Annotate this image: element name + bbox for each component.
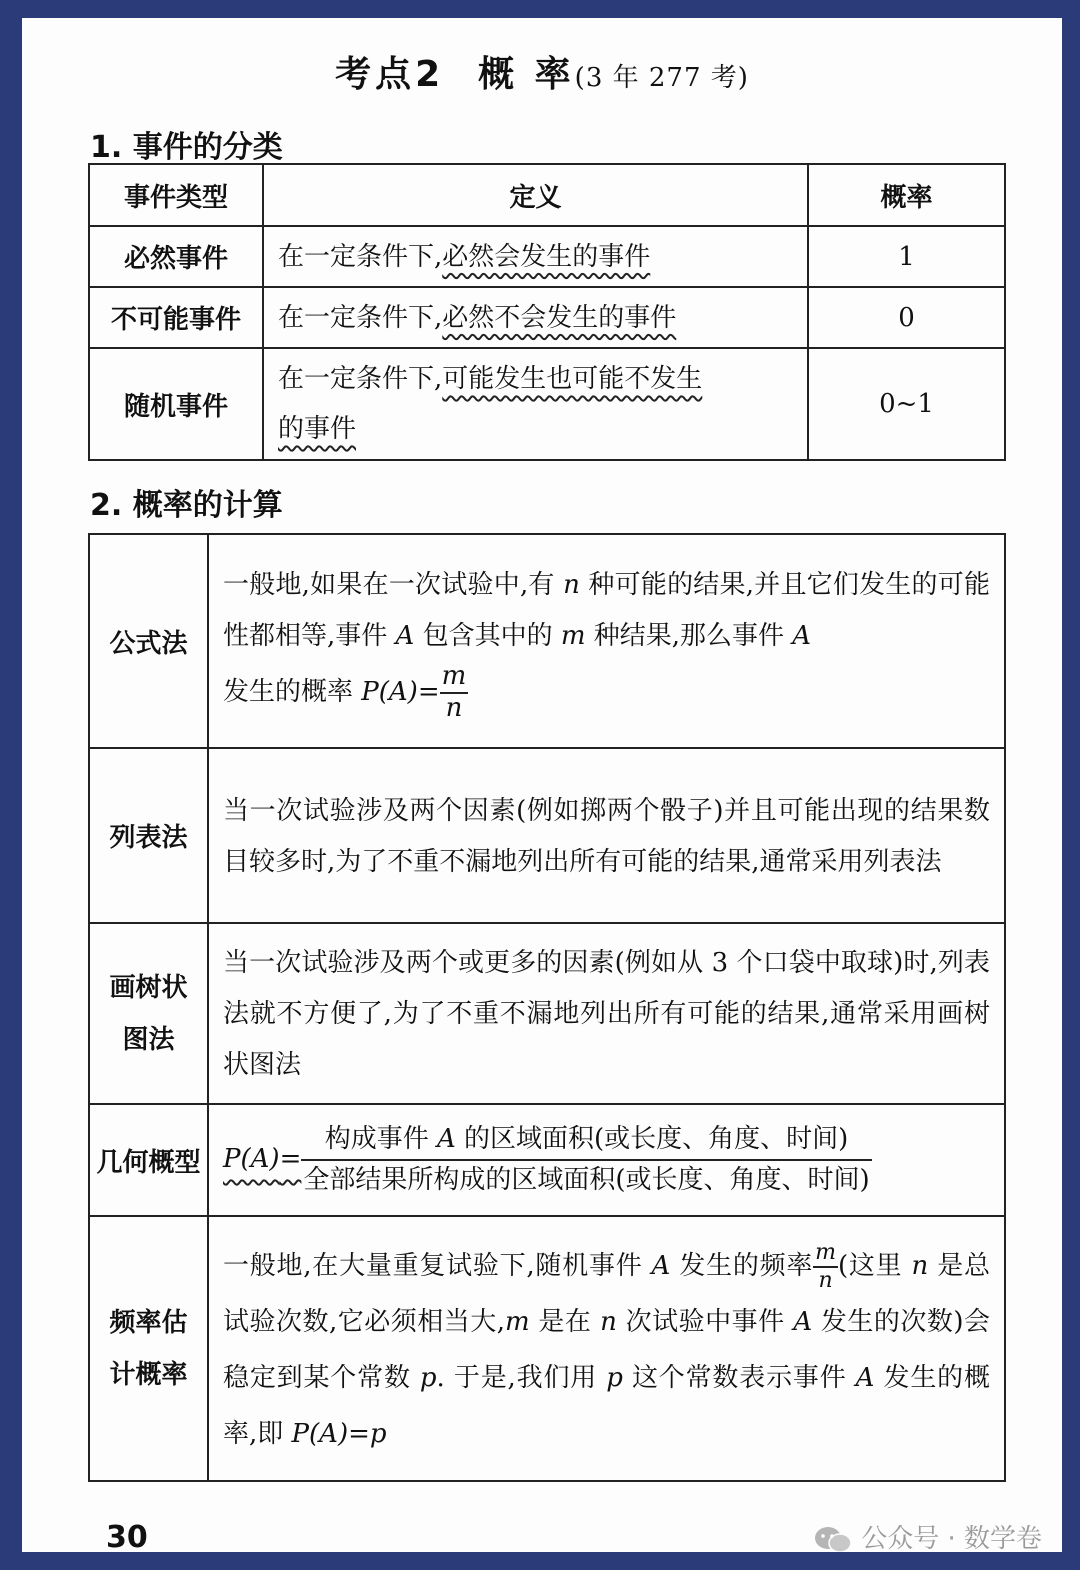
method-label xyxy=(89,923,208,1104)
header-definition: 定义 xyxy=(263,164,808,226)
text: 包含其中的 xyxy=(414,621,561,652)
header-probability: 概率 xyxy=(808,164,1005,226)
table-row xyxy=(89,226,1005,287)
var-n: n xyxy=(911,1250,929,1281)
geometric-formula xyxy=(223,1124,872,1195)
event-type: 不可能事件 xyxy=(89,287,263,348)
text: . 于是,我们用 xyxy=(436,1362,607,1393)
fraction-numerator: m xyxy=(815,1240,837,1266)
text: 构成事件 xyxy=(324,1124,437,1154)
var-p: p xyxy=(369,1418,387,1449)
text: 发生的频率 xyxy=(670,1250,814,1281)
text: 是总试验次数,它必须相当大, xyxy=(223,1250,991,1337)
method-label: 列表法 xyxy=(89,748,208,923)
text: 是在 xyxy=(529,1306,601,1337)
var-n: n xyxy=(563,570,580,601)
label-line: 计概率 xyxy=(109,1359,188,1390)
formula-pa: P(A) xyxy=(223,1144,280,1174)
method-description xyxy=(208,1104,1005,1216)
formula-pa: P(A) xyxy=(291,1418,349,1449)
var-a: A xyxy=(793,1306,813,1337)
text: 一般地,如果在一次试验中,有 xyxy=(223,570,564,601)
text: 次试验中事件 xyxy=(616,1306,794,1337)
method-label xyxy=(89,1216,208,1481)
definition-prefix: 在一定条件下, xyxy=(278,302,443,333)
definition-key: 必然不会发生的事件 xyxy=(442,302,677,333)
watermark xyxy=(813,1518,1042,1552)
definition-key: 必然会发生的事件 xyxy=(442,241,651,272)
text: (这里 xyxy=(838,1250,912,1281)
fraction-denominator: n xyxy=(818,1267,833,1293)
wechat-icon xyxy=(813,1525,853,1553)
section1-heading: 1. 事件的分类 xyxy=(90,130,283,165)
var-a: A xyxy=(792,621,812,652)
text: 发生的次数)会稳定到某个常数 xyxy=(223,1306,991,1393)
text: 种结果,那么事件 xyxy=(585,621,793,652)
fraction-denominator: 全部结果所构成的区域面积(或长度、角度、时间) xyxy=(303,1165,870,1195)
fraction-numerator: m xyxy=(441,661,467,692)
var-a: A xyxy=(855,1362,875,1393)
table-row xyxy=(89,534,1005,748)
header-event-type: 事件类型 xyxy=(89,164,263,226)
text: 的区域面积(或长度、角度、时间) xyxy=(455,1124,849,1154)
definition-key-continued: 的事件 xyxy=(278,414,357,444)
var-n: n xyxy=(600,1306,617,1337)
method-label: 几何概型 xyxy=(89,1104,208,1216)
fraction-m-over-n xyxy=(440,662,469,724)
equals-sign: = xyxy=(417,677,440,707)
method-label: 公式法 xyxy=(89,534,208,748)
probability-calculation-table xyxy=(88,533,1006,1482)
event-type: 随机事件 xyxy=(89,348,263,460)
var-a: A xyxy=(651,1250,671,1281)
text: 发生的概率 xyxy=(223,677,362,707)
table-row xyxy=(89,1216,1005,1481)
event-probability: 1 xyxy=(808,226,1005,287)
var-a: A xyxy=(436,1124,456,1154)
equals-sign: = xyxy=(348,1418,370,1449)
table-row xyxy=(89,1104,1005,1216)
method-description xyxy=(208,534,1005,748)
text: 这个常数表示事件 xyxy=(622,1362,856,1393)
event-definition xyxy=(263,348,808,460)
fraction-m-over-n xyxy=(813,1240,838,1293)
var-p: p xyxy=(606,1362,623,1393)
table-row xyxy=(89,748,1005,923)
definition-key: 可能发生也可能不发生 xyxy=(442,364,703,394)
event-type: 必然事件 xyxy=(89,226,263,287)
label-line: 图法 xyxy=(122,1024,175,1055)
watermark-text: 公众号 · 数学卷 xyxy=(861,1524,1042,1552)
event-probability: 0 xyxy=(808,287,1005,348)
var-a: A xyxy=(395,621,415,652)
page xyxy=(22,18,1062,1552)
event-probability: 0~1 xyxy=(808,348,1005,460)
event-classification-table xyxy=(88,163,1006,461)
method-description: 当一次试验涉及两个因素(例如掷两个骰子)并且可能出现的结果数目较多时,为了不重不漏地列出所有可能的结果,通常采用列表法 xyxy=(208,748,1005,923)
page-number: 30 xyxy=(106,1520,148,1552)
definition-prefix: 在一定条件下, xyxy=(278,364,443,394)
page-title xyxy=(22,46,1062,97)
definition-prefix: 在一定条件下, xyxy=(278,241,443,272)
equals-sign: = xyxy=(279,1144,302,1174)
event-definition xyxy=(263,287,808,348)
section2-heading: 2. 概率的计算 xyxy=(90,488,283,523)
text: 一般地,在大量重复试验下,随机事件 xyxy=(223,1250,652,1281)
var-m: m xyxy=(560,621,586,652)
table-row xyxy=(89,287,1005,348)
text: 种可能的结果,并且它们发生的可能性都相等,事件 xyxy=(223,570,991,652)
formula-pa: P(A) xyxy=(361,677,418,707)
text: 发生的概率,即 xyxy=(223,1362,991,1449)
method-description: 当一次试验涉及两个或更多的因素(例如从 3 个口袋中取球)时,列表法就不方便了,为了不重不漏地列出所有可能的结果,通常采用画树状图法 xyxy=(208,923,1005,1104)
var-p: p xyxy=(419,1362,437,1393)
title-main: 考点2 xyxy=(335,54,445,95)
label-line: 频率估 xyxy=(109,1307,188,1338)
event-definition xyxy=(263,226,808,287)
geometric-fraction xyxy=(301,1120,871,1200)
var-m: m xyxy=(504,1306,530,1337)
title-topic: 概 率 xyxy=(478,54,575,95)
table-row xyxy=(89,348,1005,460)
fraction-denominator: n xyxy=(445,693,463,723)
title-note: (3 年 277 考) xyxy=(574,63,749,93)
label-line: 画树状 xyxy=(109,972,188,1003)
table-row xyxy=(89,923,1005,1104)
table-header-row xyxy=(89,164,1005,226)
method-description xyxy=(208,1216,1005,1481)
